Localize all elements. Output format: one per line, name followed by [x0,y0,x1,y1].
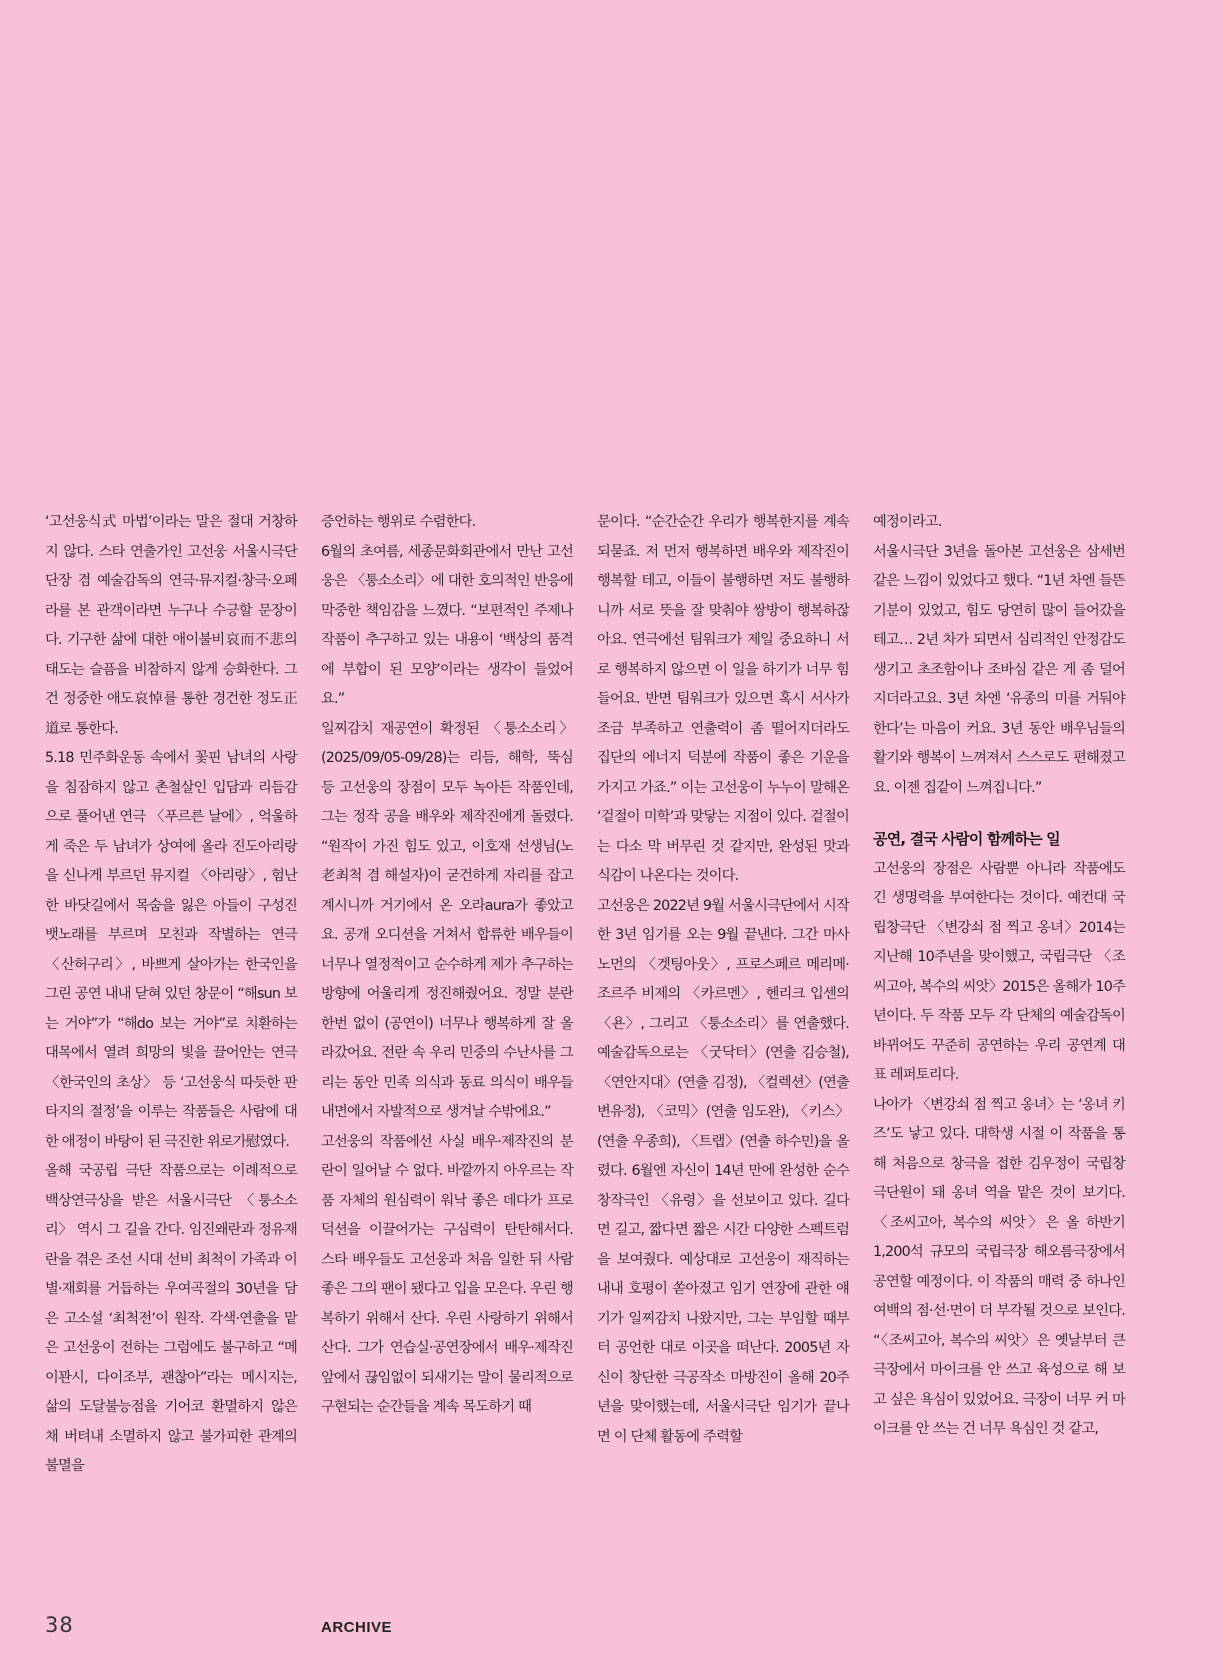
section-label: ARCHIVE [321,1619,393,1636]
paragraph: 일찌감치 재공연이 확정된 〈퉁소소리〉(2025/09/05-09/28)는 리듬, 해학, 뚝심 등 고선웅의 장점이 모두 녹아든 작품인데, 그는 정작 공을 배우와 제작진에게 돌렸다. “원작이 가진 힘도 있고, 이호재 선생님(노老최척 겸 해설자)이 굳건하게 자리를 잡고 계시니까 거기에서 온 오라aura가 좋았고요. 공개 오디션을 거쳐서 합류한 배우들이 너무나 열정적이고 순수하게 제가 추구하는 방향에 어울리게 정진해줬어요. 정말 분란 한번 없이 (공연이) 너무나 행복하게 잘 올라갔어요. 전란 속 우리 민중의 수난사를 그리는 동안 민족 의식과 동료 의식이 배우들 내면에서 자발적으로 생겨날 수밖에요.” [321,720,573,1120]
section-heading: 공연, 결국 사람이 함께하는 일 [873,830,1060,848]
text-column-4 [873,508,1125,1445]
text-column-2 [321,508,573,1423]
paragraph: ‘고선웅식式 마법’이라는 말은 절대 거창하지 않다. 스타 연출가인 고선웅 서울시극단 단장 겸 예술감독의 연극·뮤지컬·창극·오페라를 본 관객이라면 누구나 수긍할 문장이다. 기구한 삶에 대한 애이불비哀而不悲의 태도는 슬픔을 비참하지 않게 승화한다. 그건 정중한 애도哀悼를 통한 경건한 정도正道로 통한다. [45,514,297,737]
text-column-3 [597,508,849,1452]
paragraph: 고선웅은 2022년 9월 서울시극단에서 시작한 3년 임기를 오는 9월 끝낸다. 그간 마사 노먼의 〈겟팅아웃〉, 프로스페르 메리메·조르주 비제의 〈카르멘〉, 헨리크 입센의 〈욘〉, 그리고 〈퉁소소리〉를 연출했다. 예술감독으로는 〈굿닥터〉(연출 김승철), 〈연안지대〉(연출 김정), 〈컬렉션〉(연출 변유정), 〈코믹〉(연출 임도완), 〈키스〉(연출 우종희), 〈트랩〉(연출 하수민)을 올렸다. 6월엔 자신이 14년 만에 완성한 순수 창작극인 〈유령〉을 선보이고 있다. 길다면 길고, 짧다면 짧은 시간 다양한 스펙트럼을 보여줬다. 예상대로 고선웅이 재직하는 내내 호평이 쏟아졌고 임기 연장에 관한 얘기가 일찌감치 나왔지만, 그는 부임할 때부터 공언한 대로 이곳을 떠난다. 2005년 자신이 창단한 극공작소 마방진이 올해 20주년을 맞이했는데, 서울시극단 임기가 끝나면 이 단체 활동에 주력할 [597,897,849,1445]
paragraph: 고선웅의 작품에선 사실 배우·제작진의 분란이 일어날 수 없다. 바깥까지 아우르는 작품 자체의 원심력이 워낙 좋은 데다가 프로덕션을 이끌어가는 구심력이 탄탄해서다. 스타 배우들도 고선웅과 처음 일한 뒤 사람 좋은 그의 팬이 됐다고 입을 모은다. 우린 행복하기 위해서 산다. 우린 사랑하기 위해서 산다. 그가 연습실·공연장에서 배우·제작진 앞에서 끊임없이 되새기는 말이 물리적으로 구현되는 순간들을 계속 목도하기 때 [321,1133,573,1415]
page-number: 38 [45,1613,74,1637]
paragraph: 문이다. “순간순간 우리가 행복한지를 계속 되묻죠. 저 먼저 행복하면 배우와 제작진이 행복할 테고, 이들이 불행하면 저도 불행하니까 서로 뜻을 잘 맞춰야 쌍방이 행복하잖아요. 연극에선 팀워크가 제일 중요하니 서로 행복하지 않으면 이 일을 하기가 너무 힘들어요. 반면 팀워크가 있으면 혹시 서사가 조금 부족하고 연출력이 좀 떨어지더라도 집단의 에너지 덕분에 작품이 좋은 기운을 가지고 가죠.” 이는 고선웅이 누누이 말해온 ‘겉절이 미학’과 맞닿는 지점이 있다. 겉절이는 다소 막 버무린 것 같지만, 완성된 맛과 식감이 나온다는 것이다. [597,514,849,884]
paragraph: 예정이라고. [873,514,942,530]
paragraph: 증언하는 행위로 수렴한다. [321,514,476,530]
paragraph: 나아가 〈변강쇠 점 찍고 옹녀〉는 ‘옹녀 키즈’도 낳고 있다. 대학생 시절 이 작품을 통해 처음으로 창극을 접한 김우정이 국립창극단원이 돼 옹녀 역을 맡은 것이 보기다. 〈조씨고아, 복수의 씨앗〉은 올 하반기 1,200석 규모의 국립극장 해오름극장에서 공연할 예정이다. 이 작품의 매력 중 하나인 여백의 점·선·면이 더 부각될 것으로 보인다. “〈조씨고아, 복수의 씨앗〉은 옛날부터 큰 극장에서 마이크를 안 쓰고 육성으로 해 보고 싶은 욕심이 있었어요. 극장이 너무 커 마이크를 안 쓰는 건 너무 욕심인 것 같고, [873,1096,1125,1437]
paragraph: 올해 국공립 극단 작품으로는 이례적으로 백상연극상을 받은 서울시극단 〈퉁소소리〉 역시 그 길을 간다. 임진왜란과 정유재란을 겪은 조선 시대 선비 최척이 가족과 이별·재회를 거듭하는 우여곡절의 30년을 담은 고소설 ‘최척전’이 원작. 각색·연출을 맡은 고선웅이 전하는 그럼에도 불구하고 “메이꽌시, 다이조부, 괜찮아”라는 메시지는, 삶의 도달불능점을 기어코 환멸하지 않은 채 버텨내 소멸하지 않고 불가피한 관계의 불멸을 [45,1163,297,1474]
paragraph: 6월의 초여름, 세종문화회관에서 만난 고선웅은 〈퉁소소리〉에 대한 호의적인 반응에 막중한 책임감을 느꼈다. “보편적인 주제나 작품이 추구하고 있는 내용이 ‘백상의 품격에 부합이 된 모양’이라는 생각이 들었어요.” [321,543,573,707]
paragraph: 5.18 민주화운동 속에서 꽃핀 남녀의 사랑을 침잠하지 않고 촌철살인 입담과 리듬감으로 풀어낸 연극 〈푸르른 날에〉, 억울하게 죽은 두 남녀가 상여에 올라 진도아리랑을 신나게 부르던 뮤지컬 〈아리랑〉, 험난한 바닷길에서 목숨을 잃은 아들이 구성진 뱃노래를 부르며 모친과 작별하는 연극 〈산허구리〉, 바쁘게 살아가는 한국인을 그린 공연 내내 닫혀 있던 창문이 “해sun 보는 거야”가 “해do 보는 거야”로 치환하는 대목에서 열려 희망의 빛을 끌어안는 연극 〈한국인의 초상〉 등 ‘고선웅식 따듯한 판타지의 절정’을 이루는 작품들은 사람에 대한 애정이 바탕이 된 극진한 위로가慰였다. [45,750,297,1150]
paragraph: 고선웅의 장점은 사람뿐 아니라 작품에도 긴 생명력을 부여한다는 것이다. 예컨대 국립창극단 〈변강쇠 점 찍고 옹녀〉2014는 지난해 10주년을 맞이했고, 국립극단 〈조씨고아, 복수의 씨앗〉2015은 올해가 10주년이다. 두 작품 모두 각 단체의 예술감독이 바뀌어도 꾸준히 공연하는 우리 공연계 대표 레퍼토리다. [873,860,1125,1083]
paragraph: 서울시극단 3년을 돌아본 고선웅은 삼세번 같은 느낌이 있었다고 했다. “1년 차엔 들뜬 기분이 있었고, 힘도 당연히 많이 들어갔을 테고… 2년 차가 되면서 심리적인 안정감도 생기고 초조함이나 조바심 같은 게 좀 덜어지더라고요. 3년 차엔 ‘유종의 미를 거둬야 한다’는 마음이 커요. 3년 동안 배우님들의 활기와 행복이 느껴져서 스스로도 편해졌고요. 이젠 집같이 느껴집니다.” [873,543,1125,796]
text-column-1 [45,508,297,1482]
